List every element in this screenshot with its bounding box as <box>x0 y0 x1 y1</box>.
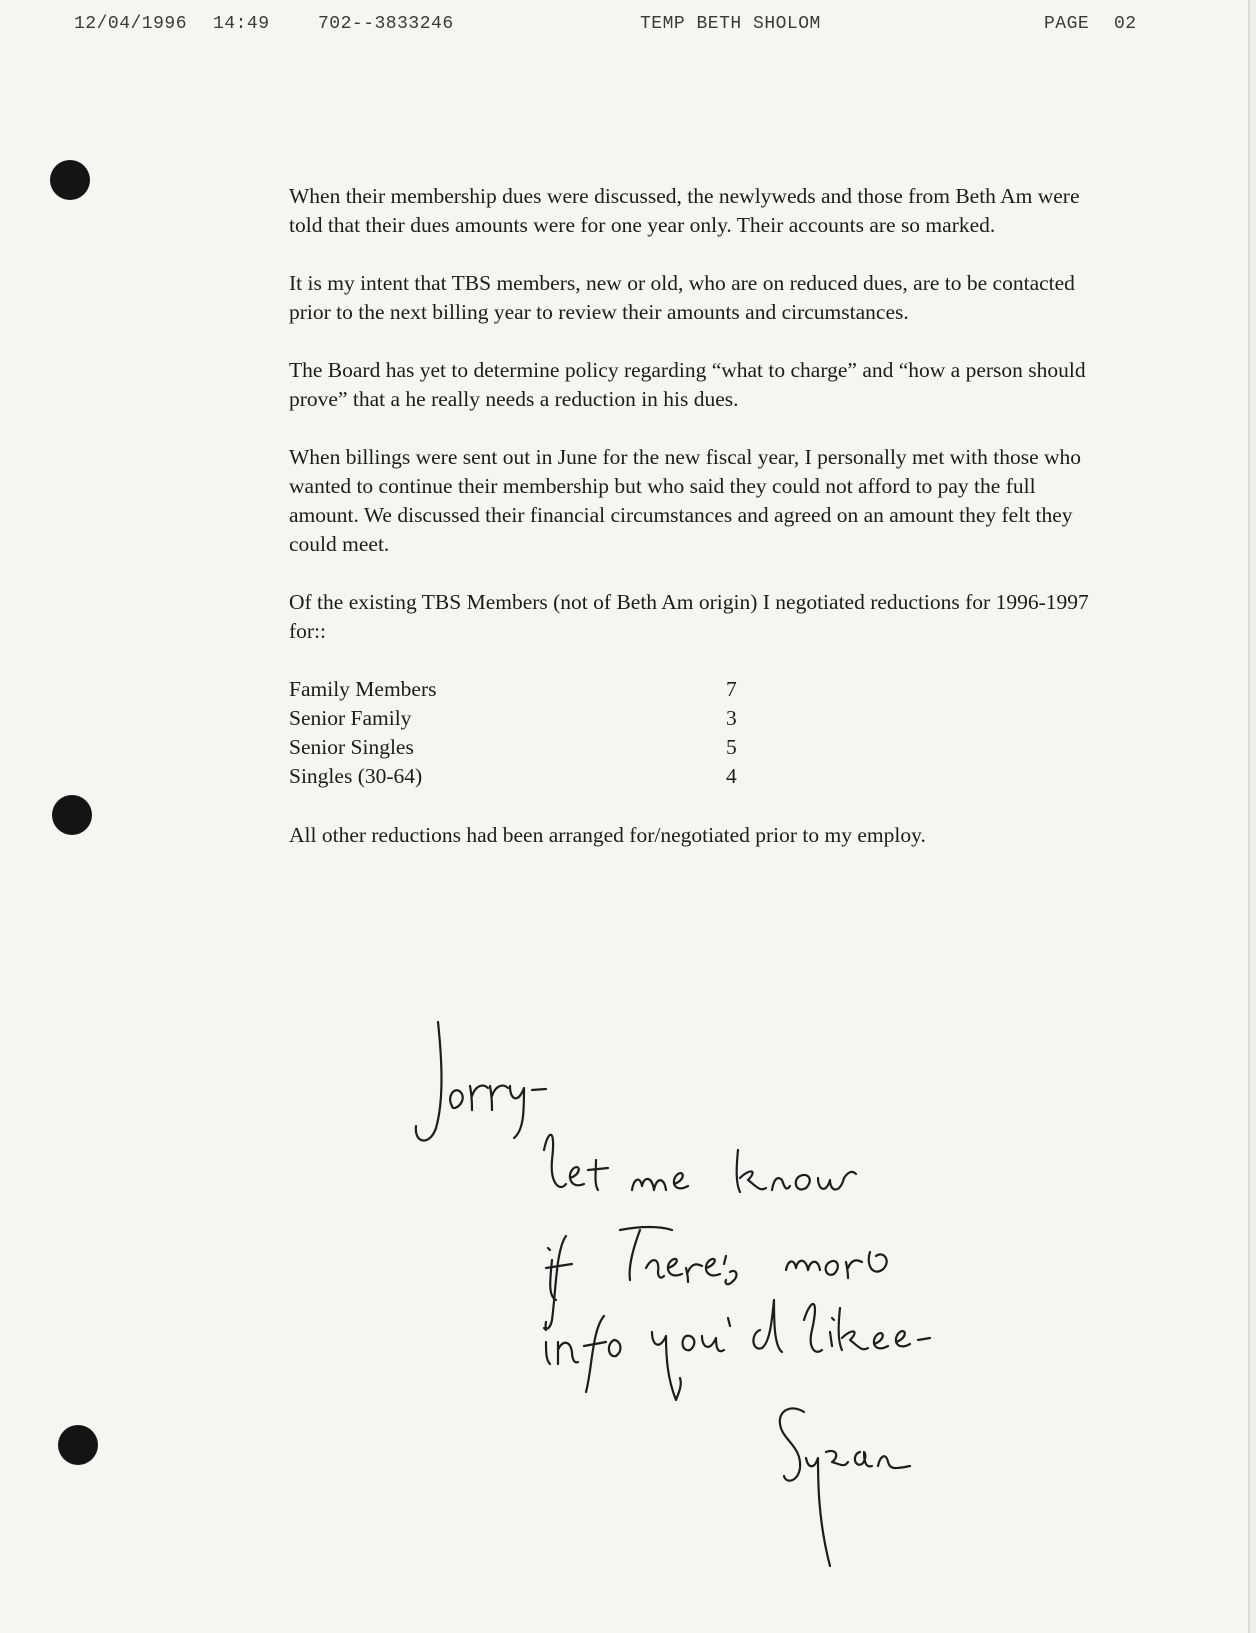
fax-date: 12/04/1996 <box>74 14 188 34</box>
handwritten-info-youd-like <box>544 1300 930 1400</box>
handwritten-let-me-know <box>544 1135 856 1192</box>
paragraph: When their membership dues were discussed, the newlyweds and those from Beth Am were told that their dues amounts were for one year only. Their accounts are so marked. <box>289 184 1080 237</box>
reduction-category: Senior Family <box>289 706 412 730</box>
reduction-count: 3 <box>726 706 737 730</box>
paragraph: It is my intent that TBS members, new or old, who are on reduced dues, are to be contacted prior to the next billing year to review their amounts and circumstances. <box>289 271 1075 324</box>
fax-sender: TEMP BETH SHOLOM <box>640 14 821 34</box>
page-number: 02 <box>1114 14 1137 34</box>
handwritten-if-theres-more <box>546 1227 887 1329</box>
reduction-category: Singles (30-64) <box>289 764 423 788</box>
page-label: PAGE <box>1044 14 1090 34</box>
reduction-count: 5 <box>726 735 737 759</box>
reduction-count: 7 <box>726 677 737 701</box>
paragraph: Of the existing TBS Members (not of Beth Am origin) I negotiated reductions for 1996-1997 for:: <box>289 590 1089 643</box>
fax-time: 14:49 <box>213 14 270 34</box>
fax-number: 702--3833246 <box>318 14 454 34</box>
reduction-category: Senior Singles <box>289 735 414 759</box>
closing-sentence: All other reductions had been arranged for/negotiated prior to my employ. <box>289 823 926 847</box>
handwritten-jerry <box>416 1022 546 1141</box>
reduction-category: Family Members <box>289 677 437 701</box>
reduction-count: 4 <box>726 764 737 788</box>
paragraph: When billings were sent out in June for the new fiscal year, I personally met with those who wanted to continue their membership but who said they could not afford to pay the full amount. We discussed their financial circumstances and agreed on an amount they felt they could meet. <box>289 445 1082 556</box>
paragraph: The Board has yet to determine policy regarding “what to charge” and “how a person should prove” that a he really needs a reduction in his dues. <box>289 358 1086 411</box>
handwritten-signature <box>780 1408 910 1566</box>
